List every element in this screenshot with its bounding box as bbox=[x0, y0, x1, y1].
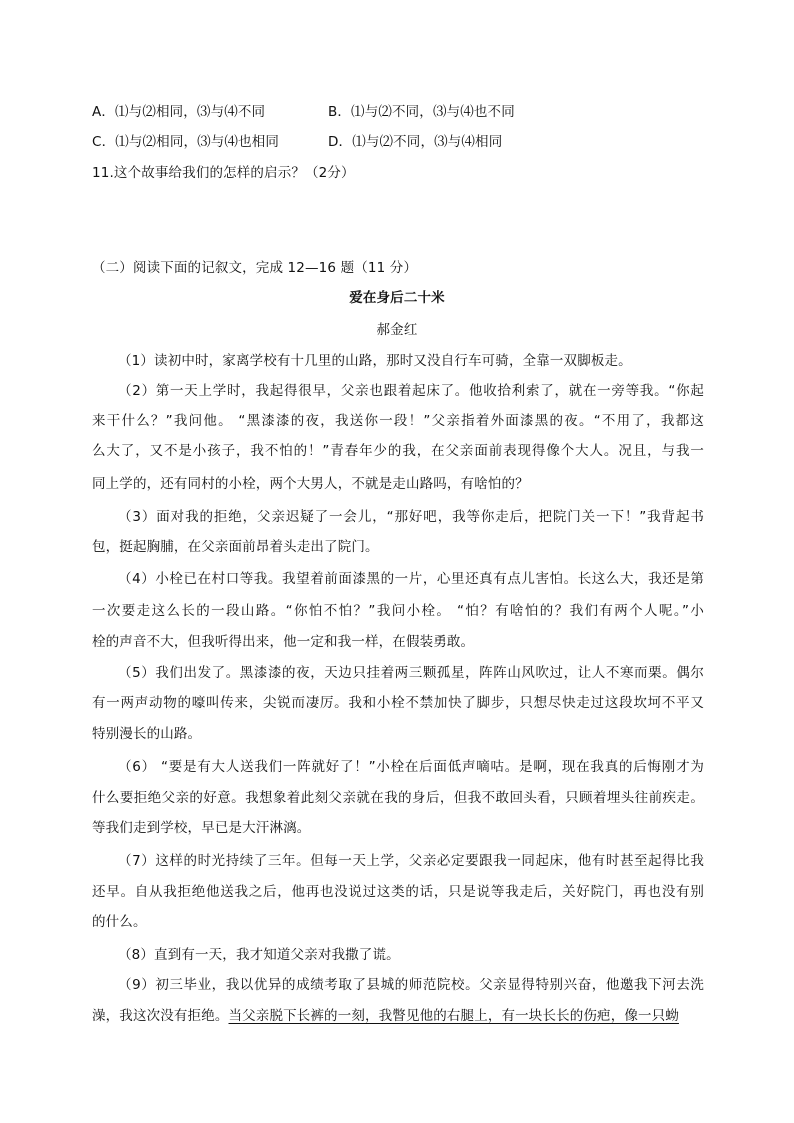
paragraph-line: 的什么。 bbox=[92, 914, 147, 930]
paragraph-line: 有一两声动物的嚎叫传来，尖锐而凄厉。我和小栓不禁加快了脚步，只想尽快走过这段坎坷不平又 bbox=[92, 695, 704, 711]
paragraph-line: 来干什么？”我问他。 “黑漆漆的夜，我送你一段！”父亲指着外面漆黑的夜。“不用了，我都这 bbox=[92, 413, 704, 429]
option-d: D．⑴与⑵不同，⑶与⑷相同 bbox=[328, 134, 503, 150]
option-c: C．⑴与⑵相同，⑶与⑷也相同 bbox=[92, 134, 280, 150]
paragraph-line: 一次要走这么长的一段山路。“你怕不怕？”我问小栓。 “怕？有啥怕的？我们有两个人呢。”小 bbox=[92, 603, 704, 619]
section-heading: （二）阅读下面的记叙文，完成 12—16 题（11 分） bbox=[92, 260, 418, 276]
article-title: 爱在身后二十米 bbox=[349, 290, 445, 306]
option-b: B．⑴与⑵不同，⑶与⑷也不同 bbox=[328, 104, 515, 120]
plain-text: 澡，我这次没有拒绝。 bbox=[92, 1008, 229, 1024]
paragraph-line-last bbox=[92, 1006, 704, 1026]
underlined-sentence: 当父亲脱下长裤的一刻，我瞥见他的右腿上，有一块长长的伤疤，像一只蚴 bbox=[228, 1008, 679, 1024]
paragraph-line: （5）我们出发了。黑漆漆的夜，天边只挂着两三颗孤星，阵阵山风吹过，让人不寒而栗。偶尔 bbox=[118, 665, 704, 681]
paragraph-line: 什么要拒绝父亲的好意。我想象着此刻父亲就在我的身后，但我不敢回头看，只顾着埋头往前疾走。 bbox=[92, 790, 704, 806]
paragraph-line: （8）直到有一天，我才知道父亲对我撒了谎。 bbox=[118, 947, 400, 963]
paragraph-line: 么大了，又不是小孩子，我不怕的！”青春年少的我，在父亲面前表现得像个大人。况且，与我一 bbox=[92, 443, 704, 459]
question-11: 11.这个故事给我们的怎样的启示？（2分） bbox=[92, 165, 355, 181]
article-author: 郝金红 bbox=[376, 322, 418, 338]
paragraph-line: 栓的声音不大，但我听得出来，他一定和我一样，在假装勇敢。 bbox=[92, 634, 475, 650]
paragraph-line: （6） “要是有大人送我们一阵就好了！”小栓在后面低声嘀咕。是啊，现在我真的后悔刚才为 bbox=[118, 759, 704, 775]
answer-options-row-2 bbox=[92, 132, 704, 152]
paragraph-line: （1）读初中时，家离学校有十几里的山路，那时又没自行车可骑，全靠一双脚板走。 bbox=[118, 353, 632, 369]
paragraph-line: 还早。自从我拒绝他送我之后，他再也没说过这类的话，只是说等我走后，关好院门，再也没有别 bbox=[92, 884, 704, 900]
option-a: A．⑴与⑵相同，⑶与⑷不同 bbox=[92, 104, 266, 120]
paragraph-line: （3）面对我的拒绝，父亲迟疑了一会儿，“那好吧，我等你走后，把院门关一下！”我背起书 bbox=[118, 509, 704, 525]
paragraph-line: （4）小栓已在村口等我。我望着前面漆黑的一片，心里还真有点儿害怕。长这么大，我还是第 bbox=[118, 571, 704, 587]
paragraph-line: 特别漫长的山路。 bbox=[92, 726, 202, 742]
answer-options-row-1 bbox=[92, 102, 704, 122]
paragraph-line: （7）这样的时光持续了三年。但每一天上学，父亲必定要跟我一同起床，他有时甚至起得比我 bbox=[118, 853, 704, 869]
paragraph-line: 同上学的，还有同村的小栓，两个大男人，不就是走山路吗，有啥怕的？ bbox=[92, 476, 529, 492]
paragraph-line: （9）初三毕业，我以优异的成绩考取了县城的师范院校。父亲显得特别兴奋，他邀我下河去洗 bbox=[118, 977, 704, 993]
paragraph-line: （2）第一天上学时，我起得很早，父亲也跟着起床了。他收拾利索了，就在一旁等我。“你起 bbox=[118, 383, 704, 399]
paragraph-line: 等我们走到学校，早已是大汗淋漓。 bbox=[92, 820, 311, 836]
paragraph-line: 包，挺起胸脯，在父亲面前昂着头走出了院门。 bbox=[92, 539, 379, 555]
